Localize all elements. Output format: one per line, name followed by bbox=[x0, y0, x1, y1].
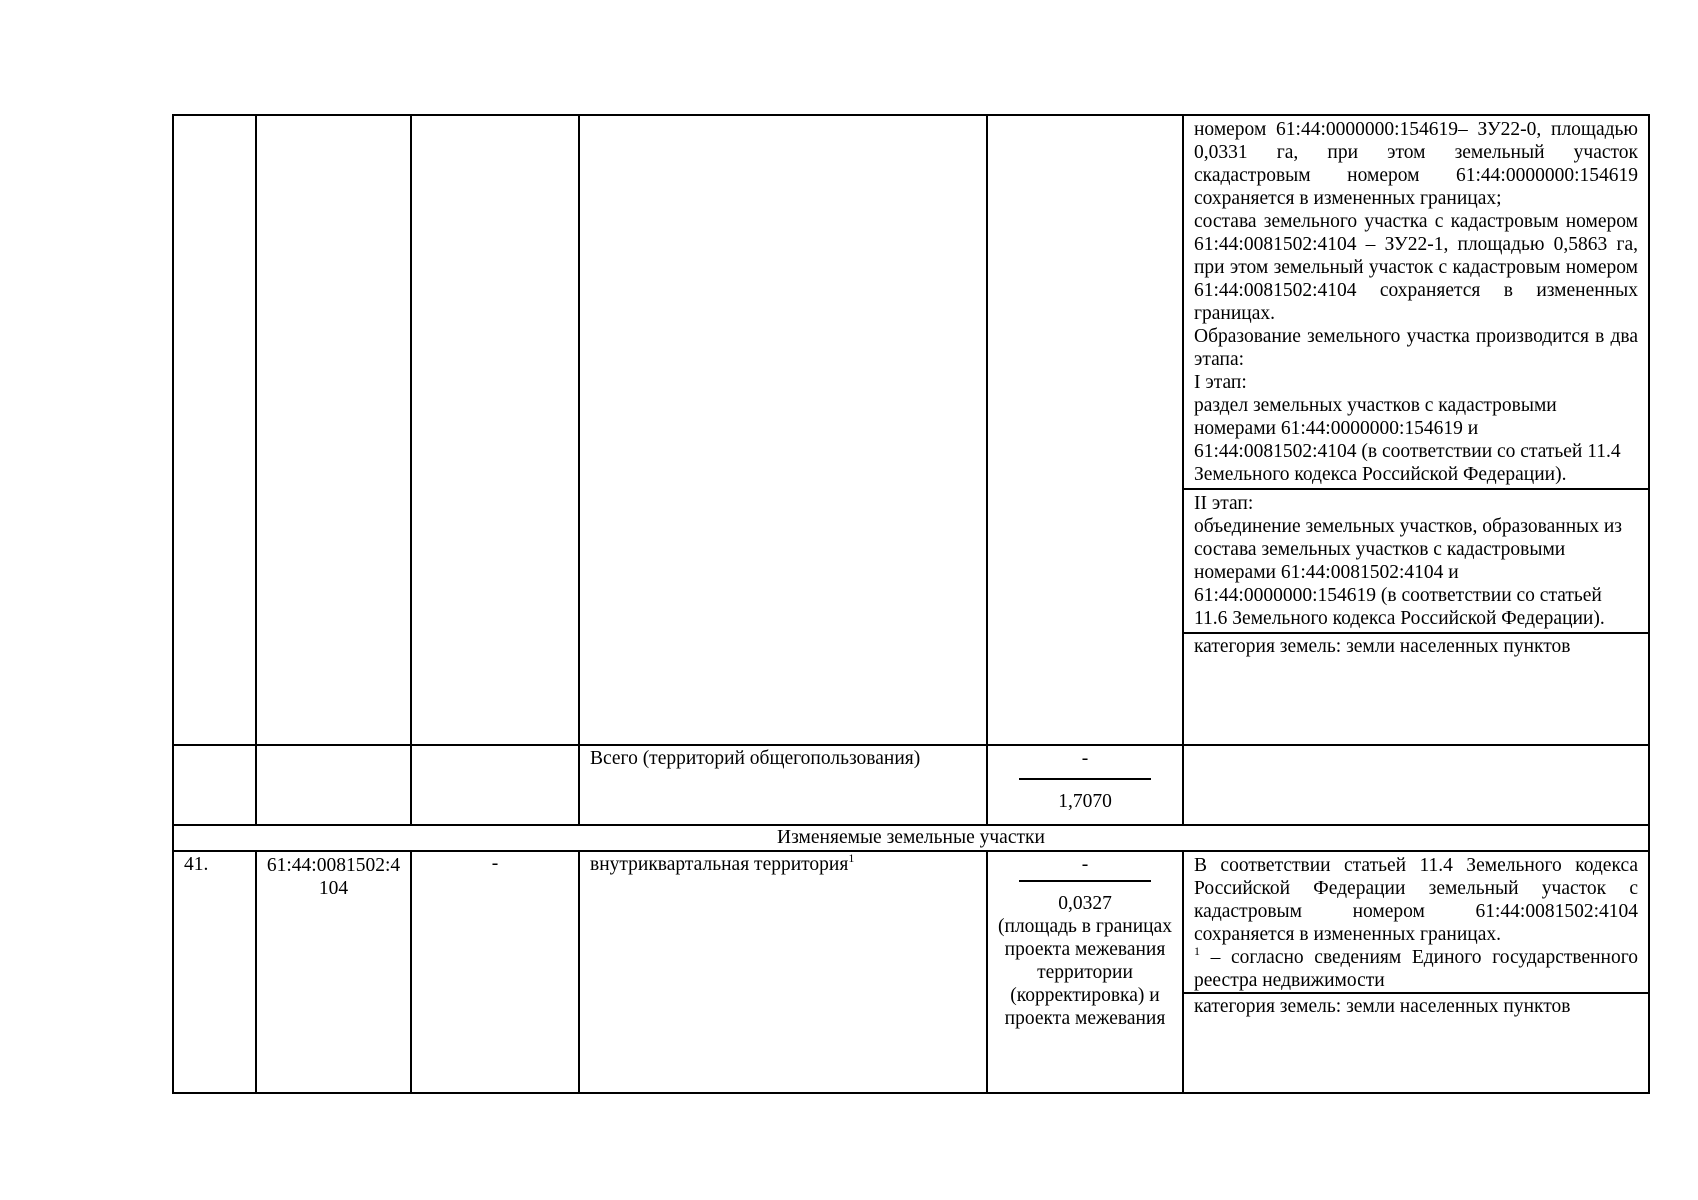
row-cadastral: 61:44:0081502:4104 bbox=[256, 851, 411, 1093]
notes-paragraph: Образование земельного участка производится в два этапа: bbox=[1194, 326, 1638, 370]
stage1-label: I этап: bbox=[1194, 372, 1247, 393]
cell-number bbox=[173, 115, 256, 745]
stage1-text: раздел земельных участков с кадастровыми номерами 61:44:0000000:154619 и 61:44:0081502:4104 (в соответствии со статьей 11.4 Земельного кодекса Российской Федерации). bbox=[1194, 395, 1621, 485]
section-title: Изменяемые земельные участки bbox=[173, 825, 1649, 851]
cell-cadastral bbox=[256, 115, 411, 745]
land-category: категория земель: земли населенных пунктов bbox=[1184, 992, 1648, 1019]
notes-paragraph: В соответствии статьей 11.4 Земельного кодекса Российской Федерации земельный участок с кадастровым номером 61:44:0081502:4104 сохраняется в измененных границах. bbox=[1194, 855, 1638, 945]
cell-empty bbox=[411, 745, 579, 825]
notes-block-stage1 bbox=[1184, 116, 1648, 394]
row-number: 41. bbox=[173, 851, 256, 1093]
stage2-label: II этап: bbox=[1194, 493, 1254, 514]
fraction-line bbox=[1019, 778, 1151, 780]
total-area bbox=[987, 745, 1183, 825]
cell-notes bbox=[1183, 115, 1649, 745]
area-note: (площадь в границах проекта межевания территории (корректировка) и проекта межевания bbox=[998, 916, 1172, 1029]
table-row-continuation bbox=[173, 115, 1649, 745]
document-page bbox=[172, 114, 1650, 1094]
cell-empty bbox=[173, 745, 256, 825]
notes-paragraph: номером 61:44:0000000:154619– ЗУ22-0, площадью 0,0331 га, при этом земельный участок скадастровым номером 61:44:0000000:154619 сохраняется в измененных границах; bbox=[1194, 119, 1638, 209]
stage2-text: объединение земельных участков, образованных из состава земельных участков с кадастровыми номерами 61:44:0081502:4104 и 61:44:0000000:154619 (в соответствии со статьей 11.6 Земельного кодекса Российской Федерации). bbox=[1194, 516, 1622, 629]
notes-paragraph: состава земельного участка с кадастровым номером 61:44:0081502:4104 – ЗУ22-1, площадью 0,5863 га, при этом земельный участок с кадастровым номером 61:44:0081502:4104 сохраняется в измененных границах. bbox=[1194, 211, 1638, 324]
table-row-total bbox=[173, 745, 1649, 825]
cell-description bbox=[579, 115, 987, 745]
footnote bbox=[1194, 946, 1638, 992]
land-plots-table bbox=[172, 114, 1650, 1094]
total-label: Всего (территорий общегопользования) bbox=[579, 745, 987, 825]
row-col3: - bbox=[411, 851, 579, 1093]
cell-area bbox=[987, 115, 1183, 745]
row-area bbox=[987, 851, 1183, 1093]
section-row bbox=[173, 825, 1649, 851]
area-numerator: - bbox=[1081, 854, 1089, 875]
land-category: категория земель: земли населенных пунктов bbox=[1184, 632, 1648, 659]
cell-empty bbox=[1183, 745, 1649, 825]
cell-col3 bbox=[411, 115, 579, 745]
footnote-mark: 1 bbox=[1194, 944, 1200, 958]
cell-empty bbox=[256, 745, 411, 825]
total-denominator: 1,7070 bbox=[1058, 791, 1112, 812]
total-numerator: - bbox=[1081, 748, 1089, 769]
area-denominator: 0,0327 bbox=[1058, 893, 1112, 914]
notes-block bbox=[1184, 852, 1648, 992]
row-notes bbox=[1183, 851, 1649, 1093]
description-text: внутриквартальная территория bbox=[590, 854, 849, 875]
footnote-text: – согласно сведениям Единого государственного реестра недвижимости bbox=[1194, 947, 1639, 991]
table-row-41 bbox=[173, 851, 1649, 1093]
footnote-ref: 1 bbox=[848, 851, 855, 865]
row-description bbox=[579, 851, 987, 1093]
notes-block-stage2 bbox=[1184, 488, 1648, 632]
fraction-line bbox=[1019, 880, 1151, 882]
